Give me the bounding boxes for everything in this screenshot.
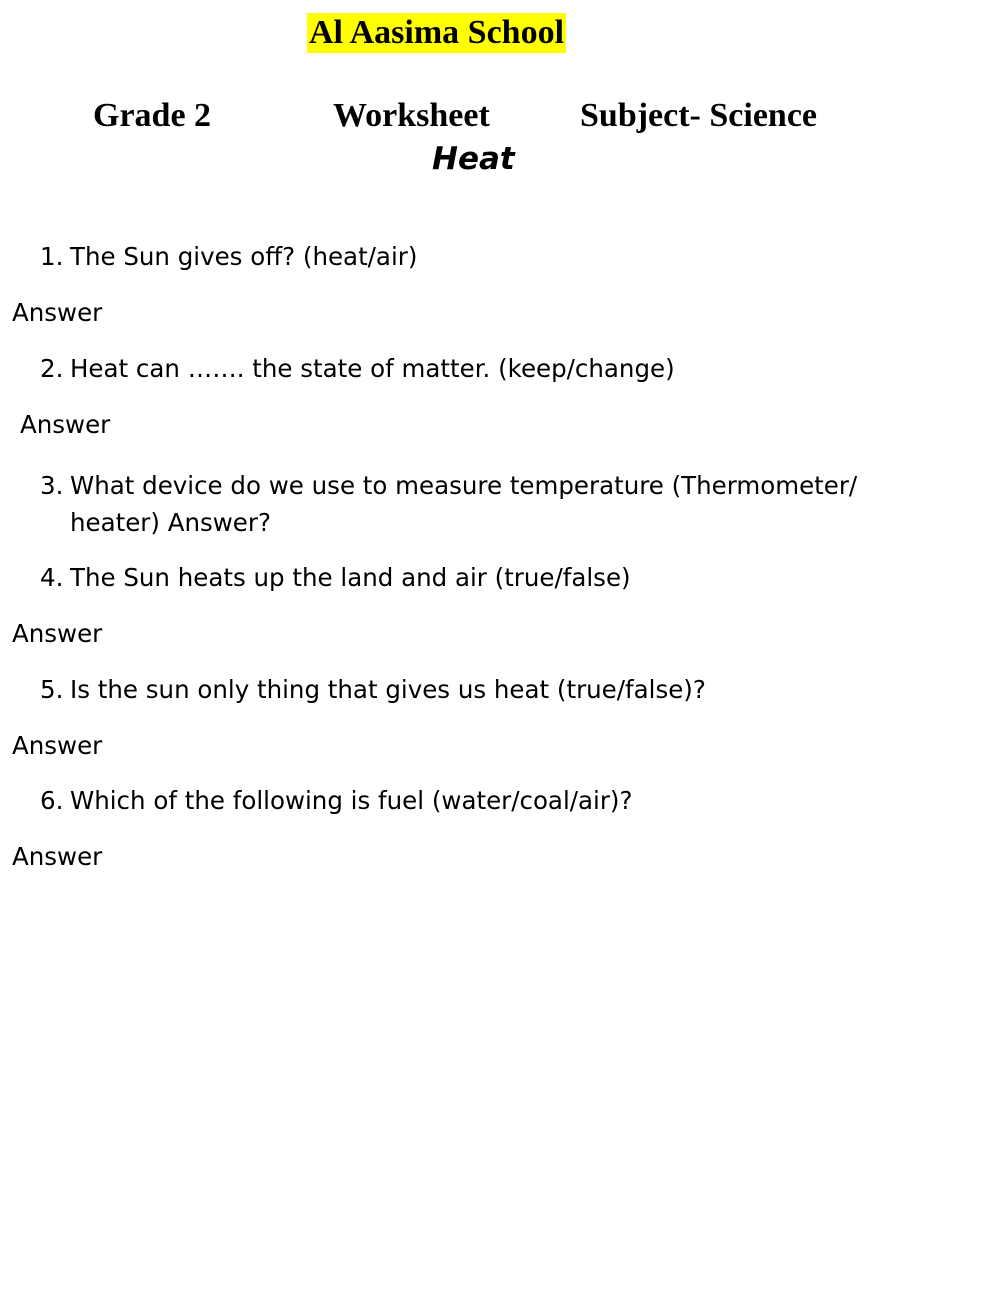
answer-label-6: Answer — [12, 842, 103, 871]
question-text-line-1: What device do we use to measure temperature (Thermometer/ — [70, 471, 858, 500]
answer-label-4: Answer — [12, 619, 103, 648]
question-text: Heat can ……. the state of matter. (keep/change) — [70, 354, 675, 383]
subject-label: Subject- Science — [580, 97, 818, 134]
question-4 — [0, 559, 1000, 596]
answer-label-5: Answer — [12, 731, 103, 760]
question-text: Is the sun only thing that gives us heat (true/false)? — [70, 675, 706, 704]
question-number: 4. — [40, 563, 64, 592]
question-text-line-2: heater) Answer? — [70, 508, 271, 537]
question-3 — [0, 467, 1000, 541]
question-number: 2. — [40, 354, 64, 383]
worksheet-topic: Heat — [432, 141, 515, 177]
question-1 — [0, 238, 1000, 275]
question-5 — [0, 671, 1000, 708]
question-text: Which of the following is fuel (water/coal/air)? — [70, 786, 633, 815]
question-number: 3. — [40, 471, 64, 500]
question-number: 6. — [40, 786, 64, 815]
question-number: 1. — [40, 242, 64, 271]
school-name: Al Aasima School — [309, 14, 565, 51]
question-6 — [0, 782, 1000, 819]
grade-label: Grade 2 — [93, 97, 212, 134]
question-number: 5. — [40, 675, 64, 704]
worksheet-label: Worksheet — [333, 97, 490, 134]
question-2 — [0, 350, 1000, 387]
answer-label-2: Answer — [20, 410, 111, 439]
question-text: The Sun gives off? (heat/air) — [70, 242, 418, 271]
question-text: The Sun heats up the land and air (true/false) — [70, 563, 631, 592]
answer-label-1: Answer — [12, 298, 103, 327]
